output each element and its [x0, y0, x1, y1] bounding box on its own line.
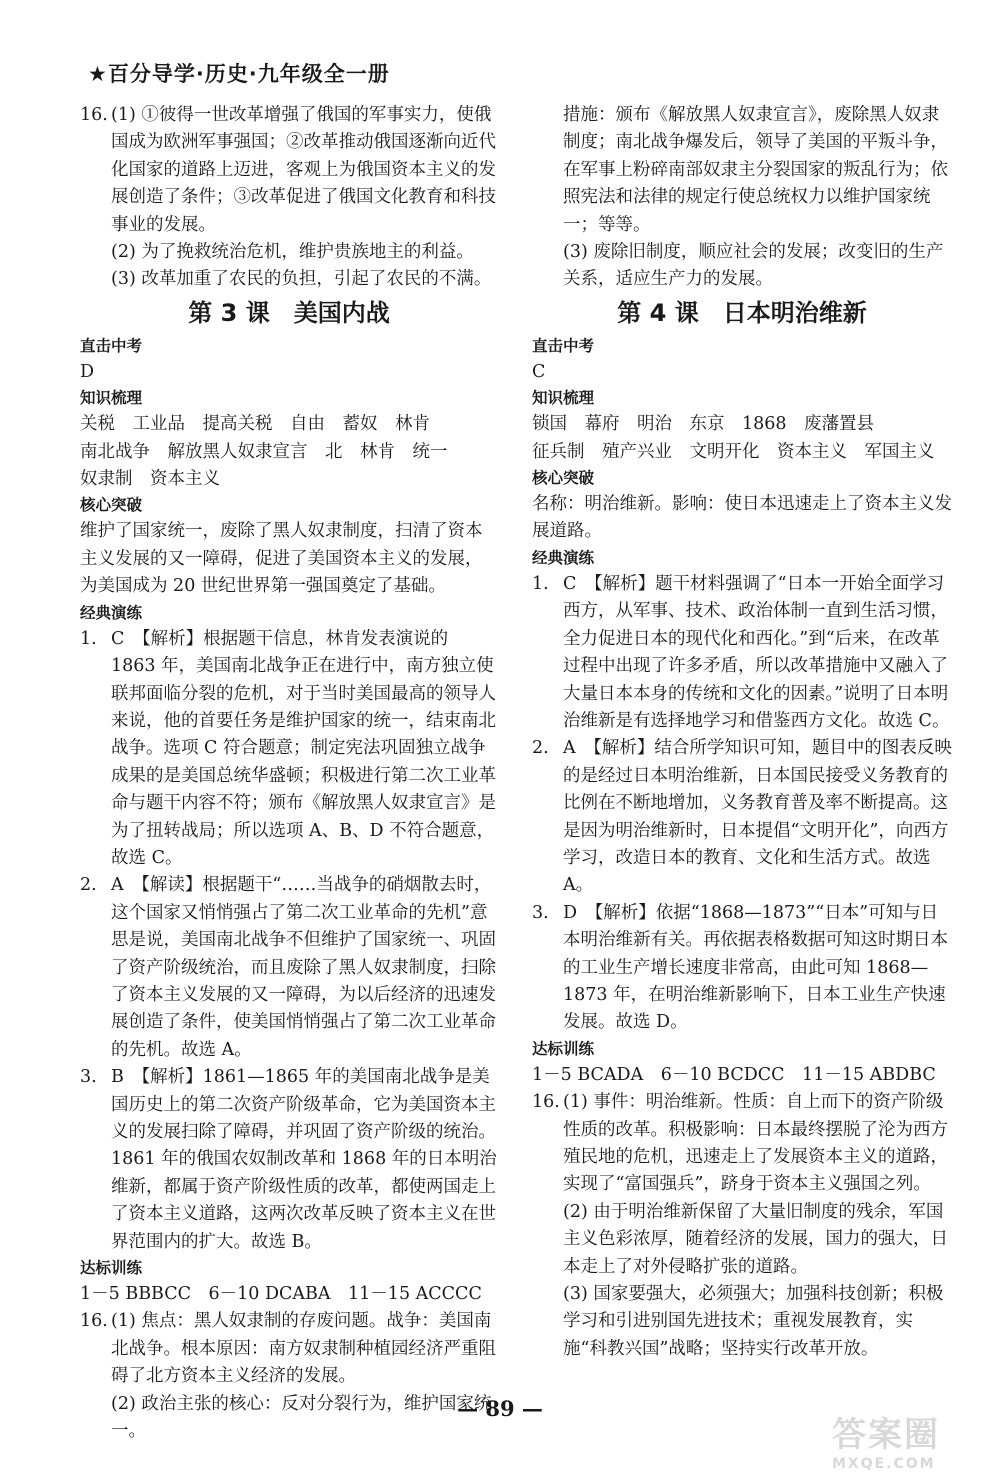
question-number: 3. [80, 1067, 97, 1088]
answer-text: C 【解析】根据题干信息，林肯发表演说的 1863 年，美国南北战争正在进行中，南方独立使联邦面临分裂的危机，对于当时美国最高的领导人来说，他的首要任务是维护国家的统一，结束南北战争。选项 C 符合题意；制定宪法巩固独立战争成果的是美国总统华盛顿；积极进行第二次工业革命与题干内容不符；颁布《解放黑人奴隶宣言》是为了扭转战局；所以选项 A、B、D 不符合题意，故选 C。 [111, 628, 496, 868]
answer-text: (2) 为了挽救统治危机，维护贵族地主的利益。 [111, 242, 474, 263]
page-number: — 89 — [457, 1396, 543, 1421]
exercise-item [532, 571, 952, 735]
section-heading: 知识梳理 [532, 389, 595, 408]
answer-text: 措施：颁布《解放黑人奴隶宣言》，废除黑人奴隶制度；南北战争爆发后，领导了美国的平叛斗争，在军事上粉碎南部奴隶主分裂国家的叛乱行为；依照宪法和法律的规定行使总统权力以维护国家统一；等等。 [563, 105, 948, 235]
section-heading: 核心突破 [532, 469, 595, 488]
exercise-item [80, 1064, 498, 1256]
keyword-line: 奴隶制 资本主义 [80, 469, 220, 490]
keyword-line: 关税 工业品 提高关税 自由 蓄奴 林肯 [80, 414, 430, 435]
exercise-item [532, 900, 952, 1037]
question-number: 16. [80, 105, 108, 125]
section-heading: 直击中考 [80, 336, 143, 355]
question-16-block [80, 1308, 498, 1445]
lesson-title: 第 3 课 美国内战 [188, 298, 390, 327]
watermark-mark: 答案圈 [832, 1415, 940, 1455]
question-number: 1. [80, 628, 97, 649]
keyword-line: 征兵制 殖产兴业 文明开化 资本主义 军国主义 [532, 441, 935, 462]
question-number: 2. [80, 875, 97, 896]
answer-text: C [532, 361, 546, 382]
section-heading: 经典演练 [80, 603, 143, 622]
question-number: 2. [532, 738, 549, 759]
section-heading: 经典演练 [532, 548, 595, 567]
watermark-logo [832, 1407, 982, 1472]
question-16-block [532, 1089, 952, 1363]
lesson-title: 第 4 课 日本明治维新 [617, 298, 867, 327]
answer-text: D 【解析】依据“1868—1873”“日本”可知与日本明治维新有关。再依据表格数据可知这时期日本的工业生产增长速度非常高，由此可知 1868—1873 年，在明治维新影响下，日本工业生产快速发展。故选 D。 [563, 902, 948, 1033]
section-heading: 达标训练 [532, 1039, 595, 1058]
section-heading: 核心突破 [80, 496, 143, 515]
section-heading: 达标训练 [80, 1259, 143, 1278]
exercise-item [80, 872, 498, 1064]
answer-text: D [80, 361, 95, 382]
answer-text: (1) ①彼得一世改革增强了俄国的军事实力，使俄国成为欧洲军事强国；②改革推动俄国逐渐向近代化国家的道路上迈进，客观上为俄国资本主义的发展创造了条件；③改革促进了俄国文化教育和科技事业的发展。 [111, 105, 496, 235]
section-heading: 知识梳理 [80, 389, 143, 408]
answer-text: (1) 焦点：黑人奴隶制的存废问题。战争：美国南北战争。根本原因：南方奴隶制种植园经济严重阻碍了北方资本主义经济的发展。 [111, 1311, 496, 1387]
question-number: 3. [532, 902, 549, 923]
keyword-line: 锁国 幕府 明治 东京 1868 废藩置县 [532, 414, 875, 435]
answer-text: 维护了国家统一，废除了黑人奴隶制度，扫清了资本主义发展的又一障碍，促进了美国资本主义的发展，为美国成为 20 世纪世界第一强国奠定了基础。 [80, 521, 483, 597]
answer-text: A 【解析】结合所学知识可知，题目中的图表反映的是经过日本明治维新，日本国民接受义务教育的比例在不断地增加，义务教育普及率不断提高。这是因为明治维新时，日本提倡“文明开化”，向西方学习，改造日本的教育、文化和生活方式。故选 A。 [563, 738, 952, 896]
question-number: 1. [532, 573, 549, 594]
exercise-item [80, 626, 498, 873]
answer-text: C 【解析】题干材料强调了“日本一开始全面学习西方，从军事、技术、政治体制一直到生活习惯，全力促进日本的现代化和西化。”到“后来，在改革过程中出现了许多矛盾，所以改革措施中又融入了大量日本本身的传统和文化的因素。”说明了日本明治维新是有选择地学习和借鉴西方文化。故选 C。 [563, 573, 950, 731]
answer-text: (3) 国家要强大，必须强大；加强科技创新；积极学习和引进别国先进技术；重视发展教育，实施“科教兴国”战略；坚持实行改革开放。 [563, 1284, 944, 1359]
answer-key-line: 1－5 BCADA 6－10 BCDCC 11－15 ABDBC [532, 1064, 936, 1085]
question-number: 16. [80, 1311, 108, 1332]
answer-text: (2) 由于明治维新保留了大量旧制度的残余，军国主义色彩浓厚，随着经济的发展，国力的强大，日本走上了对外侵略扩张的道路。 [563, 1201, 948, 1277]
answer-text: (3) 改革加重了农民的负担，引起了农民的不满。 [111, 269, 492, 290]
answer-text: A 【解读】根据题干“……当战争的硝烟散去时，这个国家又悄悄强占了第二次工业革命的先机”意思是说，美国南北战争不但维护了国家统一、巩固了资产阶级统治，而且废除了黑人奴隶制度，扫除了资本主义发展的又一障碍，为以后经济的迅速发展创造了条件，使美国悄悄强占了第二次工业革命的先机。故选 A。 [111, 875, 496, 1060]
answer-text: B 【解析】1861—1865 年的美国南北战争是美国历史上的第二次资产阶级革命，它为美国资本主义的发展扫除了障碍，并巩固了资产阶级的统治。1861 年的俄国农奴制改革和 1868 年的日本明治维新，都属于资产阶级性质的改革，都使两国走上了资本主义道路，这两次改革反映了资本主义在世界范围内的扩大。故选 B。 [111, 1067, 497, 1252]
answer-text: (1) 事件：明治维新。性质：自上而下的资产阶级性质的改革。积极影响：日本最终摆脱了沦为西方殖民地的危机，迅速走上了发展资本主义的道路，实现了“富国强兵”，跻身于资本主义强国之列。 [563, 1092, 948, 1195]
question-16-block [80, 102, 498, 294]
exercise-item [532, 735, 952, 899]
answer-text: (2) 政治主张的核心：反对分裂行为，维护国家统一。 [111, 1393, 492, 1442]
book-header-title: ★百分导学·历史·九年级全一册 [88, 62, 390, 86]
keyword-line: 南北战争 解放黑人奴隶宣言 北 林肯 统一 [80, 441, 448, 462]
watermark-site: MXQE.COM [832, 1456, 936, 1472]
left-column [80, 102, 498, 1445]
question-number: 16. [532, 1092, 560, 1113]
answer-key-line: 1－5 BBBCC 6－10 DCABA 11－15 ACCCC [80, 1284, 482, 1305]
answer-text: 名称：明治维新。影响：使日本迅速走上了资本主义发展道路。 [532, 494, 952, 542]
section-heading: 直击中考 [532, 336, 595, 355]
right-column [532, 102, 952, 1363]
answer-text: (3) 废除旧制度，顺应社会的发展；改变旧的生产关系，适应生产力的发展。 [563, 242, 944, 290]
